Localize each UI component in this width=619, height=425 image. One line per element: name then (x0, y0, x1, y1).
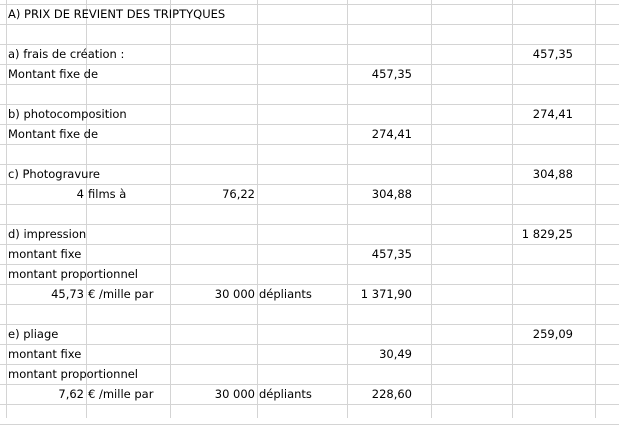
cell-amount[interactable]: 457,35 (371, 67, 412, 81)
cell-amount[interactable]: 274,41 (371, 127, 412, 141)
row-gridline (0, 84, 619, 85)
column-gridline (595, 0, 596, 418)
cell-label[interactable]: c) Photogravure (8, 167, 100, 181)
row-gridline (0, 204, 619, 205)
cell-total[interactable]: 259,09 (532, 327, 573, 341)
cell-label[interactable]: montant proportionnel (8, 267, 138, 281)
cell-label[interactable]: montant proportionnel (8, 367, 138, 381)
cell-amount[interactable]: 1 371,90 (360, 287, 412, 301)
cell-label[interactable]: Montant fixe de (8, 67, 99, 81)
cell-label[interactable]: Montant fixe de (8, 127, 99, 141)
cell-label[interactable]: montant fixe (8, 347, 82, 361)
cell-label[interactable]: A) PRIX DE REVIENT DES TRIPTYQUES (8, 7, 226, 21)
cell-qty[interactable]: 4 (76, 187, 84, 201)
row-gridline (0, 404, 619, 405)
cell-label[interactable]: e) pliage (8, 327, 59, 341)
column-gridline (431, 0, 432, 418)
cell-total[interactable]: 304,88 (532, 167, 573, 181)
row-gridline (0, 144, 619, 145)
cell-total[interactable]: 1 829,25 (521, 227, 573, 241)
cell-label[interactable]: b) photocomposition (8, 107, 127, 121)
cell-total[interactable]: 274,41 (532, 107, 573, 121)
cell-label[interactable]: montant fixe (8, 247, 82, 261)
row-gridline (0, 24, 619, 25)
cell-rate[interactable]: 76,22 (222, 187, 255, 201)
cell-unit[interactable]: films à (88, 187, 127, 201)
cell-qty[interactable]: 45,73 (51, 287, 84, 301)
row-gridline (0, 304, 619, 305)
cell-amount[interactable]: 228,60 (371, 387, 412, 401)
cell-label[interactable]: d) impression (8, 227, 87, 241)
cell-total[interactable]: 457,35 (532, 47, 573, 61)
cell-label[interactable]: a) frais de création : (8, 47, 125, 61)
cell-amount[interactable]: 304,88 (371, 187, 412, 201)
cell-unit[interactable]: € /mille par (88, 287, 154, 301)
cell-rate[interactable]: 30 000 (214, 287, 255, 301)
cell-qty[interactable]: 7,62 (58, 387, 84, 401)
cell-unit[interactable]: € /mille par (88, 387, 154, 401)
cell-amount[interactable]: 457,35 (371, 247, 412, 261)
cell-desc[interactable]: dépliants (259, 387, 312, 401)
cell-amount[interactable]: 30,49 (379, 347, 412, 361)
cell-rate[interactable]: 30 000 (214, 387, 255, 401)
cell-desc[interactable]: dépliants (259, 287, 312, 301)
